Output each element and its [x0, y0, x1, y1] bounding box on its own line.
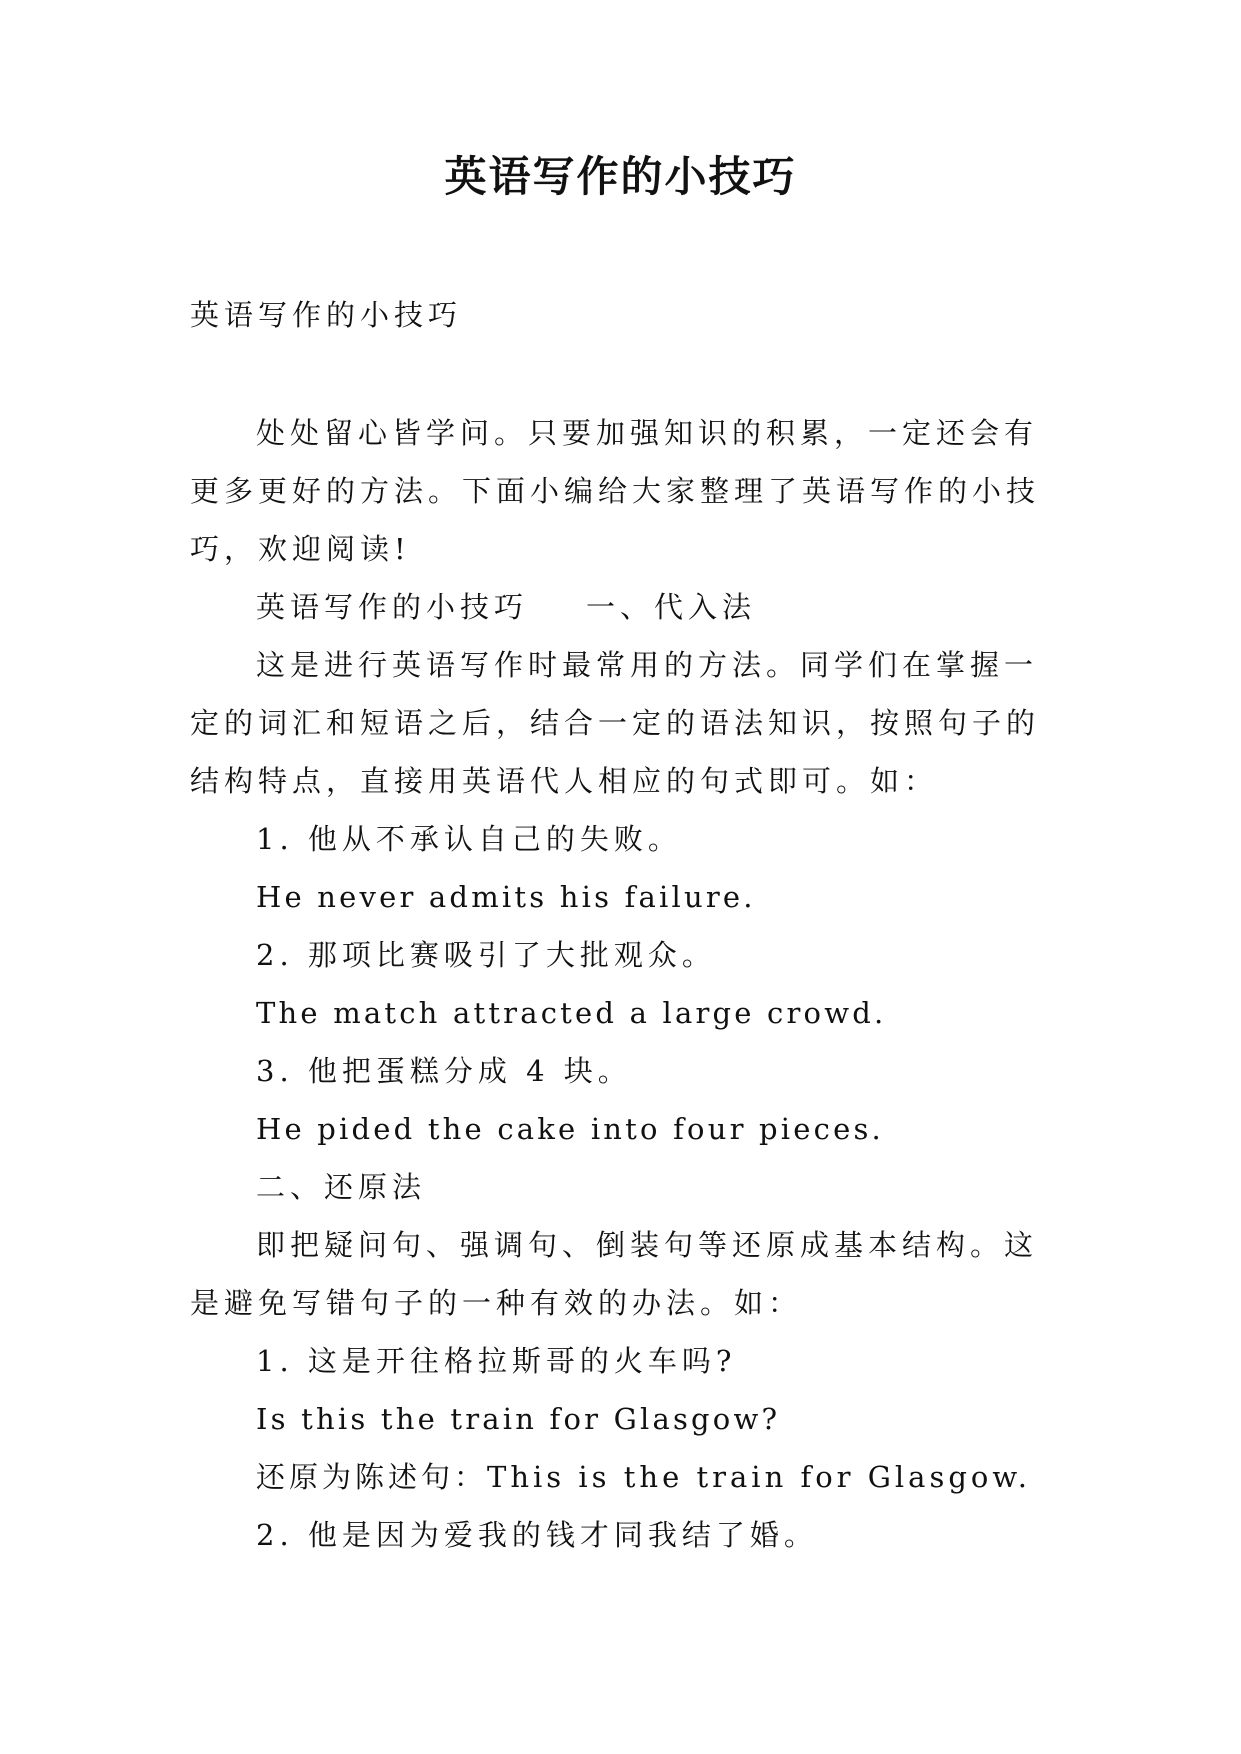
- example5-chinese: 2. 他是因为爱我的钱才同我结了婚。: [256, 1518, 818, 1552]
- section1-description: 这是进行英语写作时最常用的方法。同学们在掌握一定的词汇和短语之后，结合一定的语法知识，按照句子的结构特点，直接用英语代人相应的句式即可。如：: [190, 648, 1041, 798]
- section1-heading: 一、代入法: [586, 590, 757, 624]
- example4-restored: 还原为陈述句：This is the train for Glasgow.: [256, 1460, 1031, 1494]
- section1-heading-line: [190, 578, 1070, 636]
- section2-description: 即把疑问句、强调句、倒装句等还原成基本结构。这是避免写错句子的一种有效的办法。如：: [190, 1228, 1039, 1320]
- example1-chinese: 1. 他从不承认自己的失败。: [256, 822, 682, 856]
- section2-heading: 二、还原法: [256, 1170, 427, 1204]
- example4-chinese: 1. 这是开往格拉斯哥的火车吗?: [256, 1344, 737, 1378]
- example2-english: The match attracted a large crowd.: [256, 996, 887, 1030]
- document-title: 英语写作的小技巧: [444, 152, 797, 201]
- example3-english: He pided the cake into four pieces.: [256, 1112, 884, 1146]
- example3-chinese: 3. 他把蛋糕分成 4 块。: [256, 1054, 632, 1088]
- document-body: [190, 404, 1070, 1564]
- example2-chinese: 2. 那项比赛吸引了大批观众。: [256, 938, 716, 972]
- example1-english: He never admits his failure.: [256, 880, 756, 914]
- intro-paragraph: 处处留心皆学问。只要加强知识的积累，一定还会有更多更好的方法。下面小编给大家整理了英语写作的小技巧，欢迎阅读!: [190, 416, 1041, 566]
- document-subtitle: 英语写作的小技巧: [190, 298, 463, 332]
- example4-english: Is this the train for Glasgow?: [256, 1402, 781, 1436]
- section1-lead: 英语写作的小技巧: [256, 590, 529, 624]
